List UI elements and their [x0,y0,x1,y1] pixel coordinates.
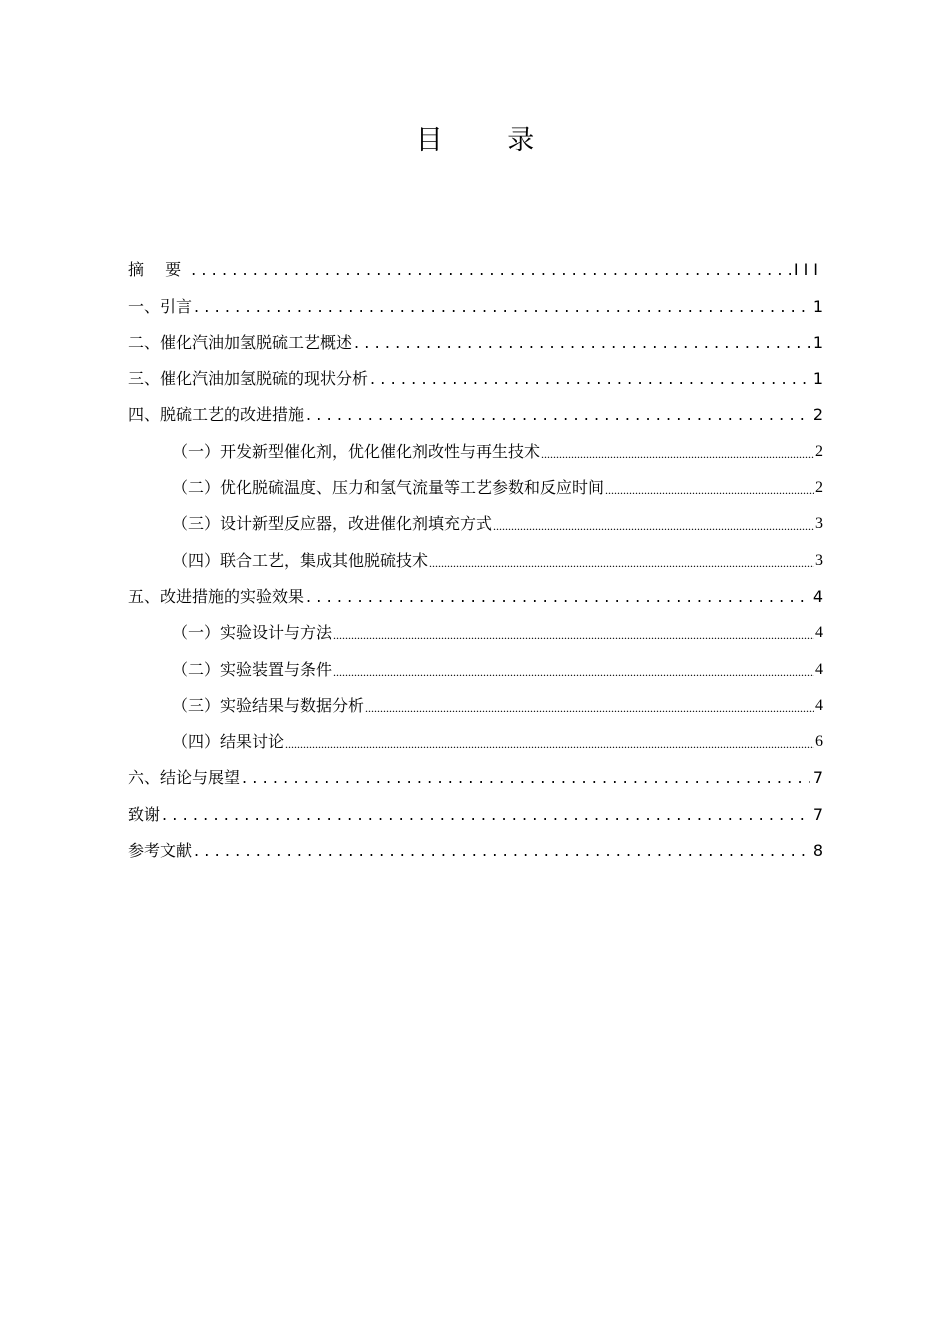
toc-page-number: 3 [815,515,823,533]
toc-dot-leader [242,770,810,786]
toc-entry-section-5-4[interactable] [128,714,823,750]
toc-entry-label: 二、催化汽油加氢脱硫工艺概述 [128,332,353,352]
toc-entry-references[interactable] [128,823,823,859]
toc-entry-label: 参考文献 [128,841,193,861]
toc-entry-section-5[interactable] [128,569,823,605]
toc-entry-section-4-2[interactable] [128,460,823,496]
toc-dot-leader [162,807,810,823]
toc-entry-label: （四）结果讨论 [172,732,285,752]
toc-dot-leader [493,520,814,532]
toc-entry-label: （一）实验设计与方法 [172,623,333,643]
toc-dot-leader [191,262,791,278]
toc-page-number: III [793,260,823,280]
toc-dot-leader [370,371,810,387]
toc-dot-leader [194,299,810,315]
toc-entry-section-5-3[interactable] [128,678,823,714]
toc-entry-label: 一、引言 [128,296,193,316]
toc-dot-leader [541,448,814,460]
toc-entry-introduction[interactable] [128,278,823,314]
toc-entry-label: 致谢 [128,804,161,824]
toc-entry-label: 四、脱硫工艺的改进措施 [128,405,305,425]
toc-page-number: 6 [815,733,823,751]
toc-entry-section-3[interactable] [128,351,823,387]
toc-entry-section-5-2[interactable] [128,641,823,677]
toc-page-number: 2 [812,405,823,425]
toc-entry-section-6[interactable] [128,750,823,786]
toc-dot-leader [429,557,814,569]
toc-page-number: 2 [815,479,823,497]
toc-entry-section-4-3[interactable] [128,496,823,532]
toc-entry-label: 五、改进措施的实验效果 [128,586,305,606]
toc-entry-label: （一）开发新型催化剂，优化催化剂改性与再生技术 [172,441,541,461]
toc-page-number: 4 [815,624,823,642]
toc-title: 目 录 [415,125,563,156]
toc-entry-label: （二）实验装置与条件 [172,659,333,679]
toc-entry-abstract[interactable] [128,242,823,278]
toc-page-number: 1 [812,332,823,352]
toc-entry-acknowledgements[interactable] [128,786,823,822]
toc-entry-label: （二）优化脱硫温度、压力和氢气流量等工艺参数和反应时间 [172,478,605,498]
toc-entry-section-4[interactable] [128,387,823,423]
toc-page-number: 7 [812,804,823,824]
toc-dot-leader [306,589,810,605]
toc-dot-leader [306,407,810,423]
toc-dot-leader [333,666,814,678]
toc-dot-leader [354,335,810,351]
toc-page-number: 8 [812,841,823,861]
toc-list [128,242,823,859]
toc-page-number: 4 [815,696,823,714]
toc-page-number: 1 [812,369,823,389]
toc-page-number: 3 [815,551,823,569]
toc-page-number: 4 [815,660,823,678]
toc-entry-label: （四）联合工艺，集成其他脱硫技术 [172,550,429,570]
toc-dot-leader [285,738,814,750]
toc-entry-section-4-4[interactable] [128,532,823,568]
toc-page-number: 4 [812,586,823,606]
toc-entry-label: 三、催化汽油加氢脱硫的现状分析 [128,369,369,389]
toc-entry-label: 六、结论与展望 [128,768,241,788]
toc-page-number: 1 [812,296,823,316]
toc-dot-leader [194,843,810,859]
toc-entry-label: （三）设计新型反应器，改进催化剂填充方式 [172,514,493,534]
toc-page-number: 7 [812,768,823,788]
toc-entry-section-5-1[interactable] [128,605,823,641]
toc-dot-leader [365,702,814,714]
toc-entry-section-2[interactable] [128,315,823,351]
toc-page-number: 2 [815,442,823,460]
toc-entry-section-4-1[interactable] [128,423,823,459]
toc-dot-leader [605,484,814,496]
toc-entry-label: 摘 要 [128,260,190,280]
toc-dot-leader [333,629,814,641]
toc-entry-label: （三）实验结果与数据分析 [172,695,365,715]
